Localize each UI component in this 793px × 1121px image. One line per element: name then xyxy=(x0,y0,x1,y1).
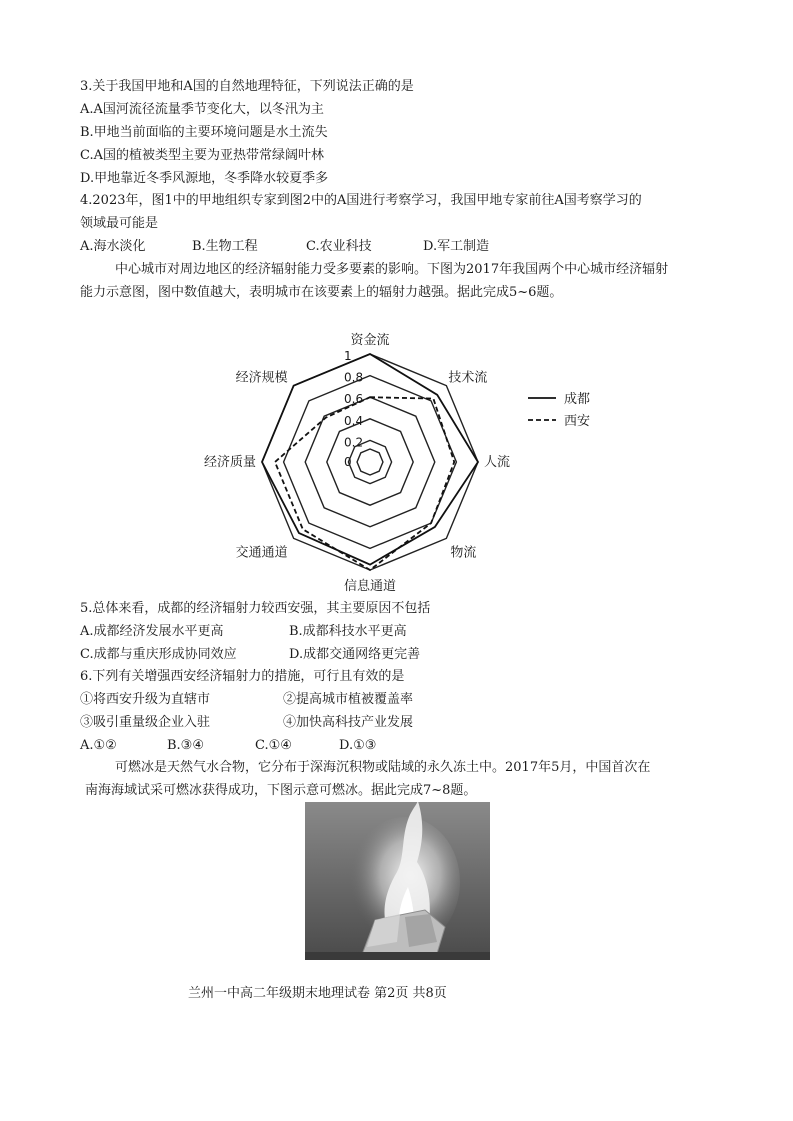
passage2-line1: 可燃冰是天然气水合物，它分布于深海沉积物或陆域的永久冻土中。2017年5月，中国首次在 xyxy=(115,760,651,775)
q3-option-d: D.甲地靠近冬季风源地，冬季降水较夏季多 xyxy=(80,171,329,186)
page-footer: 兰州一中高二年级期末地理试卷 第2页 共8页 xyxy=(188,986,447,1001)
combustible-ice-photo xyxy=(305,802,490,960)
q4-stem-line1: 4.2023年，图1中的甲地组织专家到图2中的A国进行考察学习，我国甲地专家前往A国考察学习的 xyxy=(80,193,642,208)
q6-stem: 6.下列有关增强西安经济辐射力的措施，可行且有效的是 xyxy=(80,669,405,684)
q4-option-a: A.海水淡化 xyxy=(80,239,146,254)
q4-option-b: B.生物工程 xyxy=(192,239,258,254)
radar-axis-label: 经济规模 xyxy=(235,370,288,386)
q6-option-c: C.①④ xyxy=(255,738,292,753)
radar-axis-label: 经济质量 xyxy=(203,455,256,470)
q6-item-1: ①将西安升级为直辖市 xyxy=(80,692,211,707)
radar-axis-label: 人流 xyxy=(484,455,511,470)
passage1-line1: 中心城市对周边地区的经济辐射能力受多要素的影响。下图为2017年我国两个中心城市经济辐射 xyxy=(115,262,669,277)
radar-tick-label: 0 xyxy=(344,455,352,469)
radar-axis-label: 资金流 xyxy=(350,333,390,348)
q6-option-d: D.①③ xyxy=(339,738,377,753)
legend-label: 成都 xyxy=(564,392,591,407)
q5-option-a: A.成都经济发展水平更高 xyxy=(80,624,224,639)
radar-grid-ring xyxy=(262,354,478,570)
radar-grid-ring xyxy=(357,449,383,475)
q5-option-d: D.成都交通网络更完善 xyxy=(289,647,421,662)
q6-item-4: ④加快高科技产业发展 xyxy=(283,715,414,730)
q5-stem: 5.总体来看，成都的经济辐射力较西安强，其主要原因不包括 xyxy=(80,601,431,616)
radar-tick-label: 0.6 xyxy=(344,392,364,407)
passage2-line2: 南海海域试采可燃冰获得成功，下图示意可燃冰。据此完成7~8题。 xyxy=(85,783,477,798)
radar-grid-ring xyxy=(327,419,413,505)
q6-option-a: A.①② xyxy=(80,738,117,753)
radar-axis-label: 信息通道 xyxy=(343,579,397,594)
radar-tick-label: 0.8 xyxy=(344,370,364,385)
radar-series xyxy=(262,354,478,570)
q4-stem-line2: 领域最可能是 xyxy=(80,216,159,231)
radar-chart xyxy=(190,318,610,598)
q3-option-b: B.甲地当前面临的主要环境问题是水土流失 xyxy=(80,125,328,140)
q5-option-c: C.成都与重庆形成协同效应 xyxy=(80,647,237,662)
legend-label: 西安 xyxy=(564,414,591,429)
radar-axis-label: 物流 xyxy=(450,545,477,561)
q4-option-d: D.军工制造 xyxy=(423,239,490,254)
q6-item-2: ②提高城市植被覆盖率 xyxy=(283,692,414,707)
q6-item-3: ③吸引重量级企业入驻 xyxy=(80,715,211,730)
radar-series-2 xyxy=(275,397,454,570)
radar-grid-ring xyxy=(305,397,435,527)
radar-tick-label: 0.2 xyxy=(344,435,364,450)
radar-tick-label: 0.4 xyxy=(344,413,364,428)
q6-option-b: B.③④ xyxy=(167,738,204,753)
radar-axis-label: 交通通道 xyxy=(235,545,288,561)
q5-option-b: B.成都科技水平更高 xyxy=(289,624,407,639)
radar-legend xyxy=(528,391,590,429)
q4-option-c: C.农业科技 xyxy=(306,239,372,254)
q3-stem: 3.关于我国甲地和A国的自然地理特征，下列说法正确的是 xyxy=(80,79,414,94)
radar-axis-label: 技术流 xyxy=(448,370,488,386)
radar-grid xyxy=(262,354,478,570)
passage1-line2: 能力示意图，图中数值越大，表明城市在该要素上的辐射力越强。据此完成5~6题。 xyxy=(80,285,563,300)
q3-option-c: C.A国的植被类型主要为亚热带常绿阔叶林 xyxy=(80,148,325,163)
radar-tick-label: 1 xyxy=(344,349,352,363)
q3-option-a: A.A国河流径流量季节变化大，以冬汛为主 xyxy=(80,102,324,117)
